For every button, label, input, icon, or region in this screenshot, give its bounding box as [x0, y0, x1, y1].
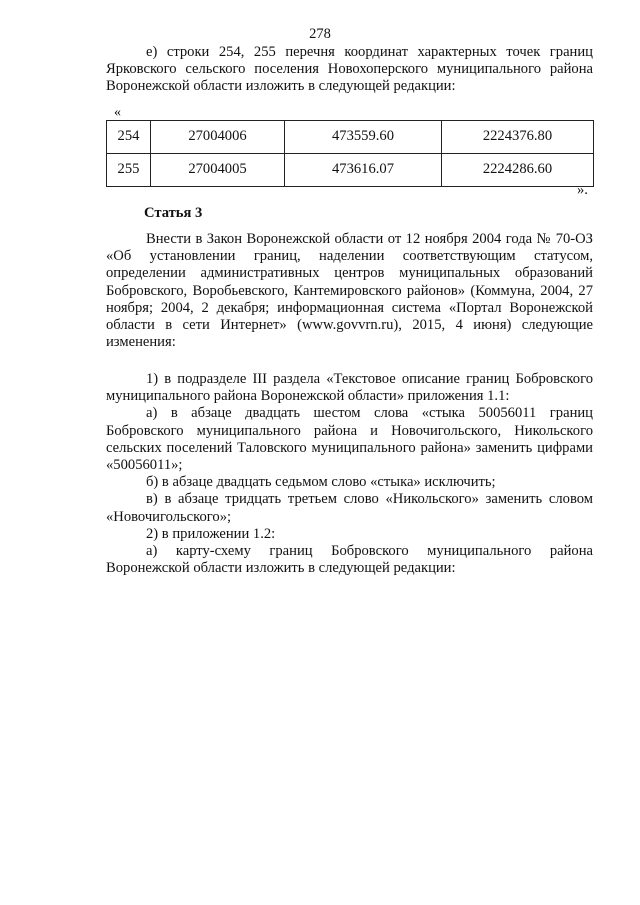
point-id-cell: 27004006 [151, 121, 285, 154]
x-coordinate-cell: 473559.60 [285, 121, 442, 154]
change-item: 2) в приложении 1.2: [146, 525, 276, 542]
intro-paragraph: е) строки 254, 255 перечня координат характерных точек границ Ярковского сельского поселения Новохоперского муниципального района Воронежской области изложить в следующей редакции: [106, 44, 593, 95]
change-item: а) карту-схему границ Бобровского муниципального района Воронежской области изложить в следующей редакции: [106, 543, 593, 577]
change-item: в) в абзаце тридцать третьем слово «Никольского» заменить словом «Новочигольского»; [106, 491, 593, 525]
article-body [106, 231, 593, 351]
table-row [107, 154, 594, 187]
changes-list [106, 371, 593, 577]
change-item: а) в абзаце двадцать шестом слова «стыка 50056011 границ Бобровского муниципального района и Новочигольского, Никольского сельских поселений Таловского муниципального района» заменить цифрами «50056011»; [106, 405, 593, 474]
quote-close-mark: ». [577, 182, 588, 198]
point-id-cell: 27004005 [151, 154, 285, 187]
change-item: 1) в подразделе III раздела «Текстовое описание границ Бобровского муниципального района Воронежской области» приложения 1.1: [106, 371, 593, 405]
y-coordinate-cell: 2224376.80 [442, 121, 594, 154]
point-number-cell: 254 [107, 121, 151, 154]
page-number: 278 [309, 26, 331, 42]
article-paragraph: Внести в Закон Воронежской области от 12 ноября 2004 года № 70-ОЗ «Об установлении границ, наделении соответствующим статусом, определении административных центров муниципальных образований Бобровского, Воробьевского, Кантемировского районов» (Коммуна, 2004, 27 ноября; 2004, 2 декабря; информационная система «Портал Воронежской области в сети Интернет» (www.govvrn.ru), 2015, 4 июня) следующие изменения: [106, 231, 593, 351]
point-number-cell: 255 [107, 154, 151, 187]
table-row [107, 121, 594, 154]
quote-open-mark: « [114, 105, 121, 120]
article-heading: Статья 3 [144, 205, 203, 221]
x-coordinate-cell: 473616.07 [285, 154, 442, 187]
y-coordinate-cell: 2224286.60 [442, 154, 594, 187]
coordinates-table [106, 120, 594, 187]
intro-block [106, 44, 593, 96]
change-item: б) в абзаце двадцать седьмом слово «стыка» исключить; [146, 474, 496, 491]
